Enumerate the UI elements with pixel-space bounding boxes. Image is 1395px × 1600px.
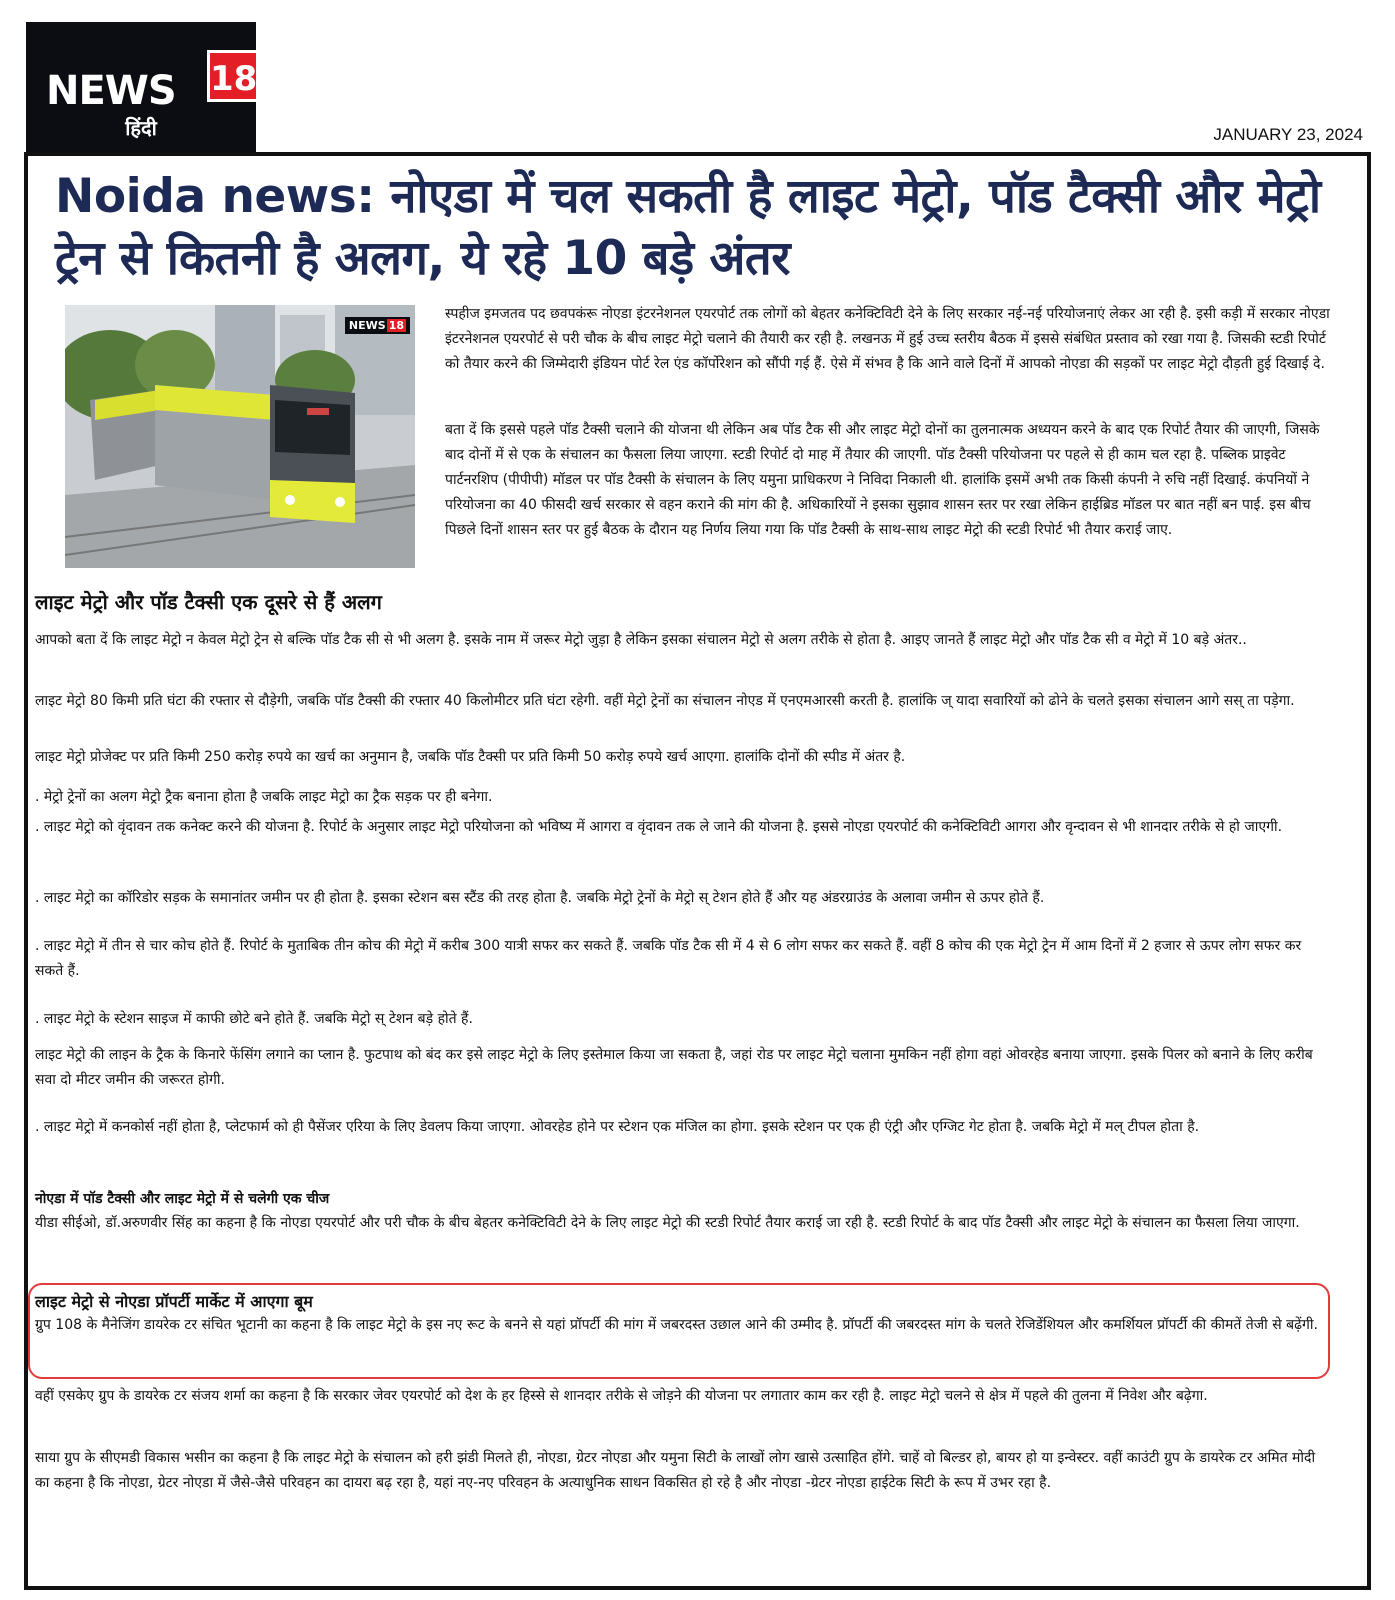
- light-metro-photo: [65, 305, 415, 568]
- article-headline: Noida news: नोएडा में चल सकती है लाइट मेट्रो, पॉड टैक्सी और मेट्रो ट्रेन से कितनी है अलग, ये रहे 10 बड़े अंतर: [55, 169, 1321, 286]
- photo-watermark-logo: [345, 317, 410, 334]
- body-paragraph: यीडा सीईओ, डॉ.अरुणवीर सिंह का कहना है कि नोएडा एयरपोर्ट और परी चौक के बीच बेहतर कनेक्टिविटी देने के लिए लाइट मेट्रो की स्टडी रिपोर्ट तैयार कराई जा रही है. स्टडी रिपोर्ट के बाद पॉड टैक्सी और लाइट मेट्रो के संचालन का फैसला लिया जाएगा.: [35, 1215, 1300, 1231]
- body-paragraph: ग्रुप 108 के मैनेजिंग डायरेक टर संचित भूटानी का कहना है कि लाइट मेट्रो के इस नए रूट के बनने से यहां प्रॉपर्टी की मांग में जबरदस्त उछाल आने की उम्मीद है. प्रॉपर्टी की जबरदस्त मांग के चलते रेजिडेंशियल और कमर्शियल प्रॉपर्टी की कीमतें तेजी से बढ़ेंगी.: [35, 1317, 1318, 1333]
- publication-date: JANUARY 23, 2024: [1213, 125, 1363, 144]
- bullet-point: . लाइट मेट्रो में तीन से चार कोच होते हैं. रिपोर्ट के मुताबिक तीन कोच की मेट्रो में करीब 300 यात्री सफर कर सकते हैं. जबकि पॉड टैक सी में 4 से 6 लोग सफर कर सकते हैं. वहीं 8 कोच की एक मेट्रो ट्रेन में आम दिनों में 2 हजार से ऊपर लोग सफर कर सकते हैं.: [35, 938, 1302, 979]
- logo-word: NEWS: [46, 68, 176, 114]
- train-illustration: [65, 305, 415, 568]
- section-heading-one-will-run: नोएडा में पॉड टैक्सी और लाइट मेट्रो में से चलेगी एक चीज: [35, 1191, 330, 1207]
- watermark-word: NEWS: [348, 319, 386, 332]
- body-paragraph: लाइट मेट्रो 80 किमी प्रति घंटा की रफ्तार से दौड़ेगी, जबकि पॉड टैक्सी की रफ्तार 40 किलोमीटर प्रति घंटा रहेगी. वहीं मेट्रो ट्रेनों का संचालन नोएड में एनएमआरसी करती है. हालांकि ज् यादा सवारियों को ढोने के चलते इसका संचालन आगे सस् ता पड़ेगा.: [35, 693, 1295, 709]
- bullet-point: . लाइट मेट्रो का कॉरिडोर सड़क के समानांतर जमीन पर ही होता है. इसका स्टेशन बस स्टैंड की तरह होता है. जबकि मेट्रो ट्रेनों के मेट्रो स् टेशन होते हैं और यह अंडरग्राउंड के अलावा जमीन से ऊपर होते हैं.: [35, 890, 1045, 906]
- body-paragraph: लाइट मेट्रो प्रोजेक्ट पर प्रति किमी 250 करोड़ रुपये का खर्च का अनुमान है, जबकि पॉड टैक्सी पर प्रति किमी 50 करोड़ रुपये खर्च आएगा. हालांकि दोनों की स्पीड में अंतर है.: [35, 749, 906, 765]
- watermark-number: 18: [388, 319, 404, 332]
- section-heading-property-boom: लाइट मेट्रो से नोएडा प्रॉपर्टी मार्केट में आएगा बूम: [35, 1292, 313, 1311]
- section-heading-light-metro-vs-pod-taxi: लाइट मेट्रो और पॉड टैक्सी एक दूसरे से हैं अलग: [35, 590, 382, 614]
- logo-language: हिंदी: [125, 116, 157, 140]
- bullet-point: . लाइट मेट्रो के स्टेशन साइज में काफी छोटे बने होते हैं. जबकि मेट्रो स् टेशन बड़े होते हैं.: [35, 1011, 473, 1027]
- body-paragraph: आपको बता दें कि लाइट मेट्रो न केवल मेट्रो ट्रेन से बल्कि पॉड टैक सी से भी अलग है. इसके नाम में जरूर मेट्रो जुड़ा है लेकिन इसका संचालन मेट्रो से अलग तरीके से होता है. आइए जानते हैं लाइट मेट्रो और पॉड टैक सी व मेट्रो में 10 बड़े अंतर..: [35, 632, 1247, 648]
- bullet-point: . मेट्रो ट्रेनों का अलग मेट्रो ट्रैक बनाना होता है जबकि लाइट मेट्रो का ट्रैक सड़क पर ही बनेगा.: [35, 789, 493, 805]
- body-paragraph: लाइट मेट्रो की लाइन के ट्रैक के किनारे फेंसिंग लगाने का प्लान है. फुटपाथ को बंद कर इसे लाइट मेट्रो के लिए इस्तेमाल किया जा सकता है, जहां रोड पर लाइट मेट्रो चलाना मुमकिन नहीं होगा वहां ओवरहेड बनाया जाएगा. इसके पिलर को बनाने के लिए करीब सवा दो मीटर जमीन की जरूरत होगी.: [35, 1047, 1313, 1088]
- bullet-point: . लाइट मेट्रो को वृंदावन तक कनेक्ट करने की योजना है. रिपोर्ट के अनुसार लाइट मेट्रो परियोजना को भविष्य में आगरा व वृंदावन तक ले जाने की योजना है. इससे नोएडा एयरपोर्ट की कनेक्टिविटी आगरा और वृन्दावन से भी शानदार तरीके से हो जाएगी.: [35, 819, 1283, 835]
- news18-hindi-logo[interactable]: [26, 22, 256, 152]
- logo-number-badge: 18: [207, 50, 259, 102]
- body-paragraph: साया ग्रुप के सीएमडी विकास भसीन का कहना है कि लाइट मेट्रो के संचालन को हरी झंडी मिलते ही, नोएडा, ग्रेटर नोएडा और यमुना सिटी के लाखों लोग खासे उत्साहित होंगे. चाहें वो बिल्डर हो, बायर हो या इन्वेस्टर. वहीं काउंटी ग्रुप के डायरेक टर अमित मोदी का कहना है कि नोएडा, ग्रेटर नोएडा में जैसे-जैसे परिवहन का दायरा बढ़ रहा है, यहां नए-नए परिवहन के अत्याधुनिक साधन विकसित हो रहे है और नोएडा -ग्रेटर नोएडा हाईटेक सिटी के रूप में उभर रहा है.: [35, 1450, 1316, 1491]
- bullet-point: . लाइट मेट्रो में कनकोर्स नहीं होता है, प्लेटफार्म को ही पैसेंजर एरिया के लिए डेवलप किया जाएगा. ओवरहेड होने पर स्टेशन एक मंजिल का होगा. इसके स्टेशन पर एक ही एंट्री और एग्जिट गेट होता है. जबकि मेट्रो में मल् टीपल होता है.: [35, 1119, 1200, 1135]
- intro-paragraph-1: स्पहीज इमजतव पद छवपकंरू नोएडा इंटरनेशनल एयरपोर्ट तक लोगों को बेहतर कनेक्टिविटी देने के लिए सरकार नई-नई परियोजनाएं लेकर आ रही है. इसी कड़ी में सरकार नोएडा इंटरनेशनल एयरपोर्ट से परी चौक के बीच लाइट मेट्रो चलाने की तैयारी कर रही है. लखनऊ में हुई उच्च स्तरीय बैठक में इससे संबंधित प्रस्ताव को रखा गया है. जिसकी स्टडी रिपोर्ट को तैयार करने की जिम्मेदारी इंडियन पोर्ट रेल एंड कॉर्पोरेशन को सौंपी गई हैं. ऐसे में संभव है कि आने वाले दिनों में आपको नोएडा की सड़कों पर लाइट मेट्रो दौड़ती हुई दिखाई दे.: [445, 306, 1330, 372]
- body-paragraph: वहीं एसकेए ग्रुप के डायरेक टर संजय शर्मा का कहना है कि सरकार जेवर एयरपोर्ट को देश के हर हिस्से से शानदार तरीके से जोड़ने की योजना पर लगातार काम कर रही है. लाइट मेट्रो चलने से क्षेत्र में पहले की तुलना में निवेश और बढ़ेगा.: [35, 1388, 1208, 1404]
- intro-paragraph-2: बता दें कि इससे पहले पॉड टैक्सी चलाने की योजना थी लेकिन अब पॉड टैक सी और लाइट मेट्रो दोनों का तुलनात्मक अध्ययन करने के बाद एक रिपोर्ट तैयार की जाएगी, जिसके बाद दोनों में से एक के संचालन का फैसला लिया जाएगा. स्टडी रिपोर्ट दो माह में तैयार की जाएगी. पॉड टैक्सी परियोजना पर पहले से ही काम चल रहा है. पब्लिक प्राइवेट पार्टनरशिप (पीपीपी) मॉडल पर पॉड टैक्सी के संचालन के लिए यमुना प्राधिकरण ने निविदा निकाली थी. हालांकि इसमें अभी तक किसी कंपनी ने रुचि नहीं दिखाई. कंपनियों ने परियोजना का 40 फीसदी खर्च सरकार से वहन कराने की मांग की है. अधिकारियों ने इसका सुझाव शासन स्तर पर रखा लेकिन हाईब्रिड मॉडल पर बात नहीं बन पाई. इस बीच पिछले दिनों शासन स्तर पर हुई बैठक के दौरान यह निर्णय लिया गया कि पॉड टैक्सी के साथ-साथ लाइट मेट्रो की स्टडी रिपोर्ट भी तैयार कराई जाए.: [445, 422, 1320, 538]
